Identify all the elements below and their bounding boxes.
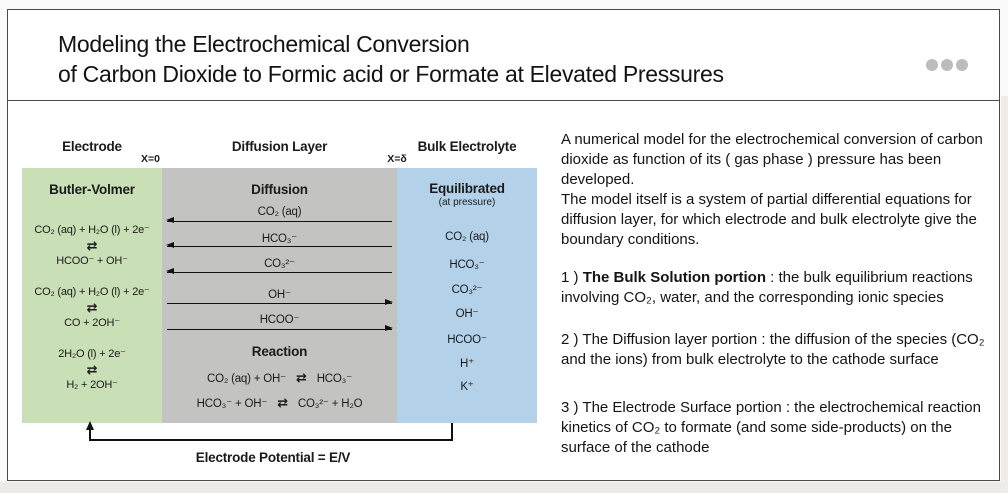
reaction-lhs: CO₂ (aq) + H₂O (l) + 2e⁻ <box>34 224 150 236</box>
electrode-reaction-3 <box>22 347 162 393</box>
bulk-electrolyte-box <box>397 168 537 423</box>
diffusion-species-label: OH⁻ <box>268 289 291 301</box>
reaction-lhs: CO₂ (aq) + H₂O (l) + 2e⁻ <box>34 286 150 298</box>
bulk-species-label: HCOO⁻ <box>447 334 487 346</box>
reaction-rhs: H₂ + 2OH⁻ <box>66 379 118 391</box>
dot-icon <box>956 59 968 71</box>
item-text: The Diffusion layer portion : the diffusion of the species (CO₂ and the ions) from bulk electrolyte to the cathode surface <box>561 331 985 368</box>
diffusion-box-title: Diffusion <box>251 182 308 197</box>
slide-title <box>58 29 724 89</box>
column-header-bulk-electrolyte: Bulk Electrolyte <box>417 139 517 154</box>
flow-arrow-right-icon <box>167 303 392 304</box>
bulk-box-subtitle: (at pressure) <box>438 197 496 208</box>
bulk-species-label: CO₂ (aq) <box>445 231 489 243</box>
intro-paragraph-1: A numerical model for the electrochemical conversion of carbon dioxide as function of its ( gas phase ) pressure has been developed. <box>561 131 983 188</box>
flow-arrow-left-icon <box>167 272 392 273</box>
electrode-box-title: Butler-Volmer <box>49 182 135 197</box>
bulk-species-label: K⁺ <box>460 381 474 393</box>
column-header-diffusion-layer: Diffusion Layer <box>231 139 328 154</box>
potential-bracket-line <box>89 429 91 440</box>
slide-title-line1: Modeling the Electrochemical Conversion <box>58 31 470 57</box>
electrode-reaction-2 <box>22 285 162 331</box>
item-prefix: 2 ) <box>561 331 583 348</box>
bulk-box-title: Equilibrated <box>429 181 505 196</box>
electrode-potential-label: Electrode Potential = E/V <box>195 450 351 465</box>
slide <box>7 9 1000 481</box>
reaction-rhs: HCO₃⁻ <box>316 373 352 385</box>
column-header-electrode: Electrode <box>62 139 122 154</box>
dot-icon <box>941 59 953 71</box>
up-arrowhead-icon <box>86 421 94 430</box>
potential-bracket-line <box>89 439 453 441</box>
item-prefix: 3 ) <box>561 399 583 416</box>
item-text: The Electrode Surface portion : the electrochemical reaction kinetics of CO₂ to formate (and some side-products) on the surface of the cathode <box>561 399 981 456</box>
flow-arrow-right-icon <box>167 329 392 330</box>
title-divider <box>7 100 1000 101</box>
equilibrium-arrow-icon: ⇄ <box>277 395 288 410</box>
diffusion-reaction-2 <box>162 395 397 411</box>
reaction-lhs: HCO₃⁻ + OH⁻ <box>196 398 268 410</box>
flow-arrow-left-icon <box>167 221 392 222</box>
bulk-species-label: HCO₃⁻ <box>449 259 485 271</box>
item-text: : the bulk equilibrium reactions involving CO₂, water, and the corresponding ionic species <box>561 269 973 306</box>
page-background-strip <box>0 482 1008 493</box>
numbered-item-2 <box>561 330 995 370</box>
page-background-strip-right <box>1001 96 1008 493</box>
numbered-item-1 <box>561 268 995 308</box>
item-prefix: 1 ) <box>561 269 583 286</box>
description-text <box>561 130 995 458</box>
diffusion-species-label: HCO₃⁻ <box>261 233 298 245</box>
equilibrium-arrow-icon: ⇄ <box>86 300 98 315</box>
boundary-label-x0: X=0 <box>141 153 160 165</box>
bulk-species-label: OH⁻ <box>455 308 479 320</box>
slide-title-line2: of Carbon Dioxide to Formic acid or Formate at Elevated Pressures <box>58 61 724 87</box>
electrode-reaction-1 <box>22 223 162 269</box>
dot-icon <box>926 59 938 71</box>
potential-bracket-line <box>451 423 453 440</box>
item-bold: The Bulk Solution portion <box>582 269 766 286</box>
reaction-rhs: CO₃²⁻ + H₂O <box>297 398 363 410</box>
equilibrium-arrow-icon: ⇄ <box>86 238 98 253</box>
reaction-rhs: HCOO⁻ + OH⁻ <box>56 255 128 267</box>
numbered-item-3 <box>561 398 995 458</box>
reaction-section-title: Reaction <box>251 344 308 359</box>
reaction-rhs: CO + 2OH⁻ <box>64 317 120 329</box>
intro-paragraph-2: The model itself is a system of partial differential equations for diffusion layer, for which electrode and bulk electrolyte give the boundary conditions. <box>561 191 977 248</box>
bulk-species-label: CO₃²⁻ <box>451 284 483 296</box>
equilibrium-arrow-icon: ⇄ <box>86 362 98 377</box>
overflow-menu-icon[interactable] <box>926 59 968 71</box>
diffusion-box <box>162 168 397 423</box>
reaction-lhs: CO₂ (aq) + OH⁻ <box>206 373 286 385</box>
flow-arrow-left-icon <box>167 246 392 247</box>
electrode-box <box>22 168 162 423</box>
diffusion-reaction-1 <box>162 370 397 386</box>
bulk-species-label: H⁺ <box>460 358 474 370</box>
diffusion-species-label: HCOO⁻ <box>259 314 300 326</box>
equilibrium-arrow-icon: ⇄ <box>295 370 307 385</box>
diffusion-species-label: CO₂ (aq) <box>257 206 302 218</box>
boundary-label-xdelta: X=δ <box>387 153 407 165</box>
diffusion-species-label: CO₃²⁻ <box>264 258 295 270</box>
reaction-lhs: 2H₂O (l) + 2e⁻ <box>58 348 126 360</box>
